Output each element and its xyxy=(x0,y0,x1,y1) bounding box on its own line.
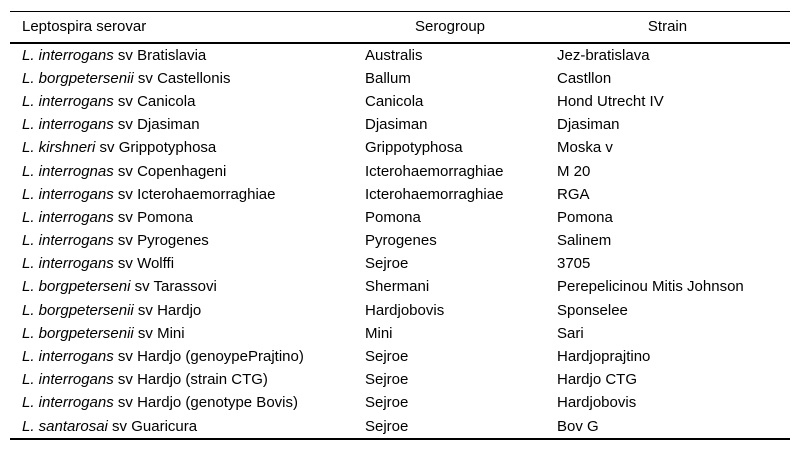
species-name: L. borgpeterseni xyxy=(22,278,131,296)
species-name: L. interrogans xyxy=(22,116,114,134)
serogroup-cell: Icterohaemorraghiae xyxy=(365,162,504,180)
table-body xyxy=(10,43,790,439)
serogroup-cell: Sejroe xyxy=(355,415,545,439)
strain-cell: Bov G xyxy=(545,415,790,439)
serogroup-cell: Shermani xyxy=(365,278,430,296)
table-row xyxy=(10,206,790,229)
serovar-cell: L. interrogans sv Hardjo (genoypePrajtino) xyxy=(22,348,304,366)
table-row xyxy=(10,67,790,90)
table-row xyxy=(10,113,790,136)
serogroup-cell: Sejroe xyxy=(365,255,409,273)
strain-cell: 3705 xyxy=(557,255,591,273)
serogroup-cell: Grippotyphosa xyxy=(365,139,463,157)
strain-cell: RGA xyxy=(557,185,590,203)
strain-cell: Hardjobovis xyxy=(557,394,637,412)
table-row xyxy=(10,183,790,206)
strain-cell: Castllon xyxy=(557,69,612,87)
column-header-serogroup: Serogroup xyxy=(355,12,545,43)
serogroup-cell: Australis xyxy=(365,46,423,64)
table-row xyxy=(10,322,790,345)
species-name: L. interrogans xyxy=(22,46,114,64)
serovar-cell: L. borgpeterseni sv Tarassovi xyxy=(22,278,217,296)
strain-cell: Moska v xyxy=(557,139,613,157)
column-header-leptospira-serovar: Leptospira serovar xyxy=(10,12,355,43)
serovar-cell: L. interrogans sv Bratislavia xyxy=(22,46,207,64)
strain-cell: Djasiman xyxy=(557,116,620,134)
serovar-cell: L. borgpetersenii sv Castellonis xyxy=(22,69,231,87)
serogroup-cell: Mini xyxy=(365,324,393,342)
table-row xyxy=(10,90,790,113)
strain-cell: Sponselee xyxy=(557,301,628,319)
serovar-cell: L. interrogans sv Djasiman xyxy=(22,116,200,134)
species-name: L. borgpetersenii xyxy=(22,301,134,319)
species-name: L. interrogans xyxy=(22,255,114,273)
serogroup-cell: Pyrogenes xyxy=(365,232,437,250)
serogroup-cell: Sejroe xyxy=(365,348,409,366)
strain-cell: M 20 xyxy=(557,162,591,180)
table-row xyxy=(10,415,790,439)
species-name: L. interrogans xyxy=(22,232,114,250)
serovar-cell: L. interrogans sv Wolffi xyxy=(22,255,175,273)
strain-cell: Perepelicinou Mitis Johnson xyxy=(557,278,744,296)
serogroup-cell: Pomona xyxy=(365,208,421,226)
serogroup-cell: Ballum xyxy=(365,69,411,87)
strain-cell: Sari xyxy=(557,324,584,342)
species-name: L. interrogans xyxy=(22,92,114,110)
serovar-cell: L. interrogans sv Canicola xyxy=(22,92,196,110)
serogroup-cell: Djasiman xyxy=(365,116,428,134)
serovar-cell: L. interrogans sv Hardjo (strain CTG) xyxy=(22,371,268,389)
species-name: L. interrogans xyxy=(22,394,114,412)
serovar-cell: L. interrogans sv Pomona xyxy=(22,208,193,226)
serovar-table xyxy=(10,11,790,440)
strain-cell: Jez-bratislava xyxy=(557,46,650,64)
table-row xyxy=(10,43,790,67)
serogroup-cell: Sejroe xyxy=(365,394,409,412)
serovar-cell: L. kirshneri sv Grippotyphosa xyxy=(22,139,217,157)
species-name: L. interrogans xyxy=(22,185,114,203)
header-row xyxy=(10,12,790,43)
species-name: L. kirshneri xyxy=(22,139,96,157)
table-row xyxy=(10,275,790,298)
table-row xyxy=(10,159,790,182)
species-name: L. borgpetersenii xyxy=(22,69,134,87)
serovar-cell: L. borgpetersenii sv Mini xyxy=(22,324,185,342)
serovar-cell: L. santarosai sv Guaricura xyxy=(10,415,355,439)
species-name: L. interrogans xyxy=(22,348,114,366)
table-row xyxy=(10,252,790,275)
table-row xyxy=(10,136,790,159)
strain-cell: Hond Utrecht IV xyxy=(557,92,664,110)
species-name: L. interrognas xyxy=(22,162,114,180)
serovar-cell: L. interrognas sv Copenhageni xyxy=(22,162,227,180)
strain-cell: Hardjo CTG xyxy=(557,371,638,389)
serogroup-cell: Sejroe xyxy=(365,371,409,389)
serovar-cell: L. interrogans sv Icterohaemorraghiae xyxy=(22,185,276,203)
table-row xyxy=(10,368,790,391)
serogroup-cell: Icterohaemorraghiae xyxy=(365,185,504,203)
strain-cell: Pomona xyxy=(557,208,613,226)
column-header-strain: Strain xyxy=(545,12,790,43)
table-row xyxy=(10,345,790,368)
serovar-cell: L. interrogans sv Pyrogenes xyxy=(22,232,209,250)
species-name: L. santarosai xyxy=(22,417,108,435)
serogroup-cell: Hardjobovis xyxy=(365,301,445,319)
species-name: L. borgpetersenii xyxy=(22,324,134,342)
table-header xyxy=(10,12,790,43)
serovar-table-container xyxy=(10,11,790,440)
table-row xyxy=(10,299,790,322)
species-name: L. interrogans xyxy=(22,371,114,389)
strain-cell: Salinem xyxy=(557,232,612,250)
table-row xyxy=(10,391,790,414)
serogroup-cell: Canicola xyxy=(365,92,424,110)
strain-cell: Hardjoprajtino xyxy=(557,348,651,366)
table-row xyxy=(10,229,790,252)
species-name: L. interrogans xyxy=(22,208,114,226)
serovar-cell: L. interrogans sv Hardjo (genotype Bovis) xyxy=(22,394,298,412)
serovar-cell: L. borgpetersenii sv Hardjo xyxy=(22,301,202,319)
